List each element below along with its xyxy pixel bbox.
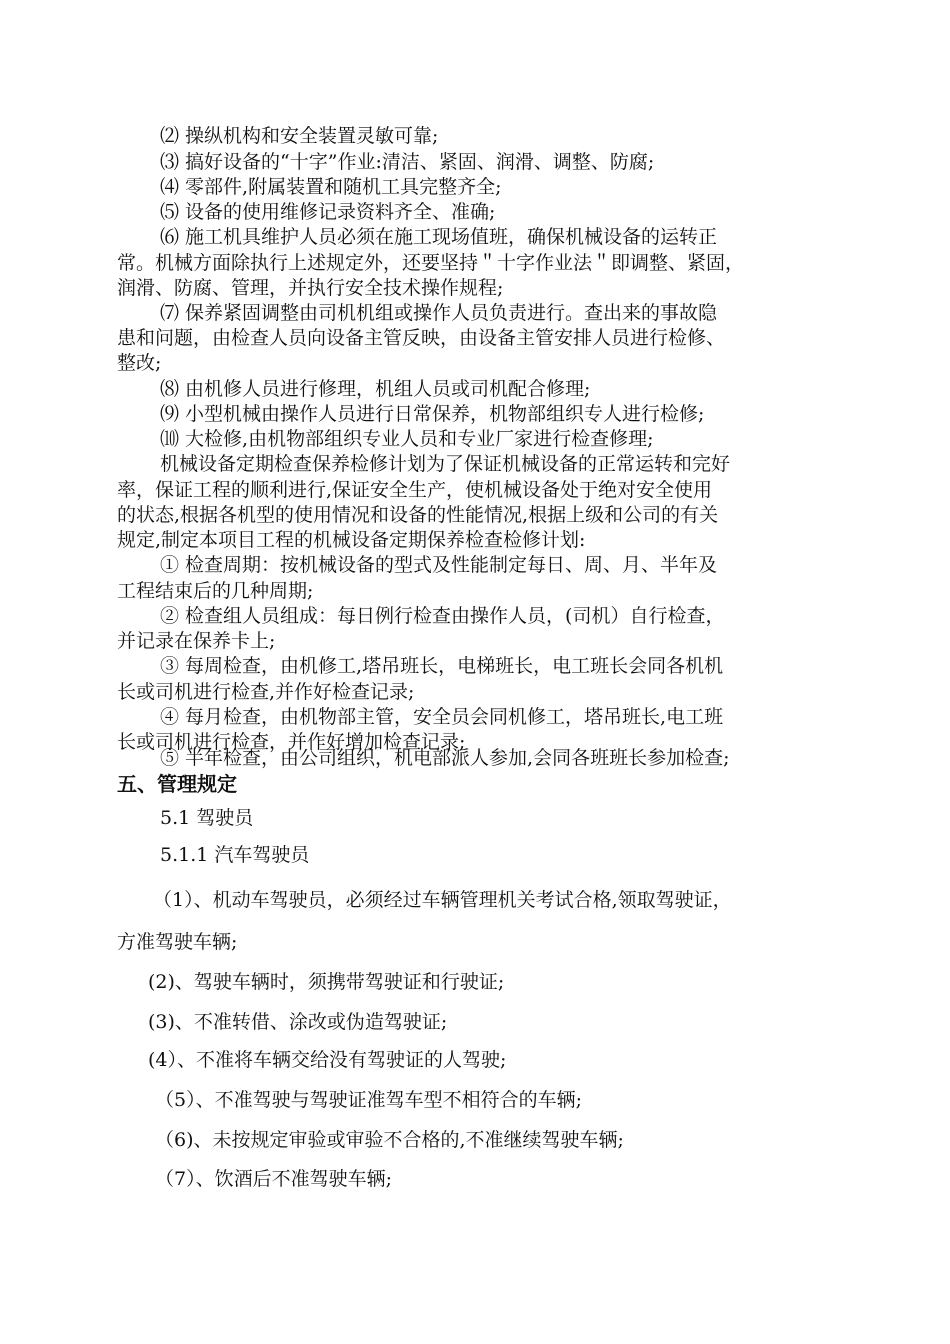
item-9: [160, 402, 704, 428]
check-1-line-1: [160, 553, 717, 579]
item-line: 长或司机进行检查，并作好增加检查记录;: [117, 731, 466, 753]
rule-7: （7）、饮酒后不准驾驶车辆;: [155, 1168, 392, 1190]
subsection-title: 5.1 驾驶员: [160, 807, 254, 829]
item-6-line-3: [117, 276, 503, 302]
item-line: ⑺ 保养紧固调整由司机机组或操作人员负责进行。查出来的事故隐: [160, 302, 718, 324]
plan-para-line-3: [117, 503, 718, 529]
check-3-line-1: [160, 654, 723, 680]
plan-para-line-2: [117, 478, 712, 504]
subsubsection-title: 5.1.1 汽车驾驶员: [160, 844, 310, 866]
item-line: ⑸ 设备的使用维修记录资料齐全、准确;: [160, 201, 496, 223]
item-line: ③ 每周检查，由机修工,塔吊班长，电梯班长，电工班长会同各机机: [160, 655, 724, 677]
item-line: 润滑、防腐、管理，并执行安全技术操作规程;: [117, 277, 504, 299]
item-line: 工程结束后的几种周期;: [117, 580, 314, 602]
para-line: 机械设备定期检查保养检修计划为了保证机械设备的正常运转和完好: [160, 453, 731, 475]
item-10: [160, 427, 653, 453]
item-line: ⑹ 施工机具维护人员必须在施工现场值班，确保机械设备的运转正: [160, 226, 718, 248]
check-2-line-1: [160, 604, 724, 630]
item-6-line-1: [160, 225, 717, 251]
item-line: ⑤ 半年检查，由公司组织，机电部派人参加,会同各班班长参加检查;: [160, 747, 730, 769]
para-line: 规定,制定本项目工程的机械设备定期保养检查检修计划:: [117, 529, 586, 551]
para-line: 率，保证工程的顺利进行,保证安全生产，使机械设备处于绝对安全使用: [117, 479, 713, 501]
para-line: 的状态,根据各机型的使用情况和设备的性能情况,根据上级和公司的有关: [117, 504, 719, 526]
check-4-line-1: [160, 705, 723, 731]
item-line: ⑽ 大检修,由机物部组织专业人员和专业厂家进行检查修理;: [160, 428, 654, 450]
item-3: [160, 150, 654, 176]
item-7-line-2: [117, 326, 725, 352]
item-line: ② 检查组人员组成：每日例行检查由操作人员，(司机）自行检查，: [160, 605, 725, 627]
section-heading: 五、管理规定: [117, 772, 237, 796]
rule-4: (4）、不准将车辆交给没有驾驶证的人驾驶;: [148, 1049, 507, 1071]
check-5: [160, 746, 729, 772]
item-line: ⑻ 由机修人员进行修理，机组人员或司机配合修理;: [160, 378, 591, 400]
check-3-line-2: [117, 680, 414, 706]
rule-6: （6)、未按规定审验或审验不合格的,不准继续驾驶车辆;: [155, 1129, 624, 1151]
rule-5: （5）、不准驾驶与驾驶证准驾车型不相符合的车辆;: [155, 1089, 582, 1111]
item-line: ⑼ 小型机械由操作人员进行日常保养，机物部组织专人进行检修;: [160, 403, 705, 425]
rule-1-line-1: （1）、机动车驾驶员，必须经过车辆管理机关考试合格,领取驾驶证，: [153, 889, 732, 911]
rule-1-line-2: 方准驾驶车辆;: [117, 931, 238, 953]
item-2: [160, 124, 438, 150]
check-1-line-2: [117, 579, 313, 605]
item-line: 患和问题，由检查人员向设备主管反映，由设备主管安排人员进行检修、: [117, 327, 726, 349]
item-line: ⑶ 搞好设备的“十字”作业:清洁、紧固、润滑、调整、防腐;: [160, 151, 655, 173]
rule-2: (2)、驾驶车辆时，须携带驾驶证和行驶证;: [148, 971, 505, 993]
plan-para-line-4: [117, 528, 585, 554]
item-8: [160, 377, 590, 403]
plan-para-line-1: [160, 452, 730, 478]
item-line: 常。机械方面除执行上述规定外，还要坚持＂十字作业法＂即调整、紧固，: [117, 252, 745, 274]
item-7-line-1: [160, 301, 717, 327]
item-5: [160, 200, 495, 226]
item-line: ① 检查周期：按机械设备的型式及性能制定每日、周、月、半年及: [160, 554, 718, 576]
item-line: ④ 每月检查，由机物部主管，安全员会同机修工，塔吊班长,电工班: [160, 706, 724, 728]
item-line: 长或司机进行检查,并作好检查记录;: [117, 681, 415, 703]
item-line: ⑷ 零部件,附属装置和随机工具完整齐全;: [160, 176, 502, 198]
item-line: 整改;: [117, 352, 162, 374]
item-4: [160, 175, 501, 201]
item-line: ⑵ 操纵机构和安全装置灵敏可靠;: [160, 125, 439, 147]
rule-3: (3)、不准转借、涂改或伪造驾驶证;: [148, 1011, 448, 1033]
item-6-line-2: [117, 251, 744, 277]
check-2-line-2: [117, 629, 275, 655]
item-7-line-3: [117, 351, 161, 377]
item-line: 并记录在保养卡上;: [117, 630, 276, 652]
